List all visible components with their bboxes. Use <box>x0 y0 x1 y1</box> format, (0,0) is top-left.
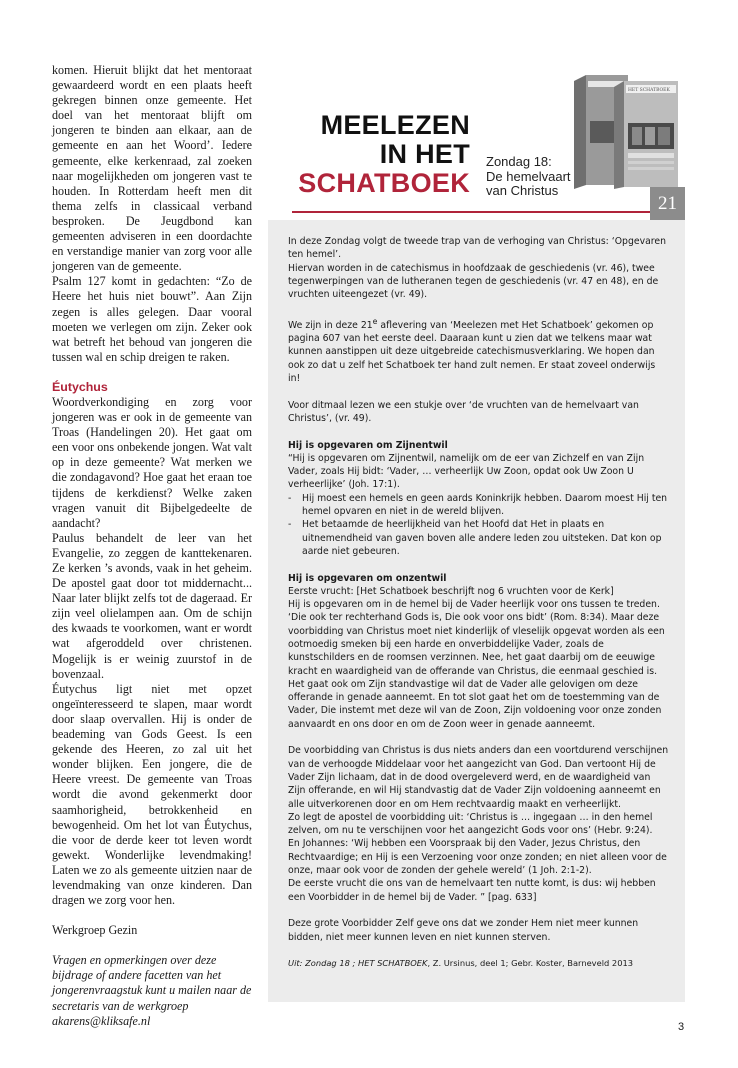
title-rule <box>292 211 658 213</box>
paragraph: Psalm 127 komt in gedachten: “Zo de Heere het huis niet bouwt”. Aan Zijn zegen is alles gelegen. Daar vooral moeten we verlegen om zijn. Zeker ook wat betreft het behoud van jongeren die tussen wal en schip dreigen te raken. <box>52 274 252 364</box>
paragraph: Hiervan worden in de catechismus in hoofdzaak de geschiedenis (vr. 46), twee tegenwerpingen van de lutheranen tegen de geschiedenis (vr. 47 en 48), en de vruchten uiteengezet (vr. 49). <box>288 262 659 301</box>
paragraph: Deze grote Voorbidder Zelf geve ons dat we zonder Hem niet meer kunnen bidden, niet meer kunnen leven en niet kunnen sterven. <box>288 918 639 943</box>
paragraph: Woordverkondiging en zorg voor jongeren was er ook in de gemeente van Troas (Handelingen 20). Het gaat om een voor ons onbekende jongen. Wat valt op in deze gemeente? Wat merken we die zondagavond? Hoe gaat het eraan toe tijdens de kerkdienst? Welke zaken vragen vanuit dit Bijbelgedeelte de aandacht? <box>52 394 252 530</box>
closing-note: Vragen en opmerkingen over deze bijdrage of andere facetten van het jongerenvraagstuk kunt u mailen naar de secretaris van de werkgroep akarens@kliksafe.nl <box>52 953 252 1028</box>
paragraph: De voorbidding van Christus is dus niets anders dan een voortdurend verschijnen van de verhoogde Middelaar voor het aangezicht van God. Dan vertoont Hij de Vader Zijn lichaam, dat in de dood overgeleverd werd, en de waardigheid van Zijn offerande, en wil Hij standvastig dat de Vader Zijn voldoening aanneemt en alle uitverkorenen door en om Hem rechtvaardig maakt en verheerlijkt. <box>288 745 669 810</box>
bullet-dash: - <box>288 519 292 531</box>
title-line-accent: SCHATBOEK <box>298 168 470 198</box>
book-spine-text: HET SCHATBOEK <box>628 88 670 93</box>
bullet-item <box>288 492 670 519</box>
schatboek-panel <box>268 63 685 1002</box>
title-line: IN HET <box>379 139 470 169</box>
paragraph: En Johannes: ‘Wij hebben een Voorspraak bij den Vader, Jezus Christus, den Rechtvaardige; en Hij is een Verzoening voor onze zonden; en niet alleen voor de onze, maar ook voor de zonden der gehele wereld’ (1 Joh. 2:1-2). <box>288 838 667 877</box>
bullet-text: Hij moest een hemels en geen aards Koninkrijk hebben. Daarom moest Hij ten hemel opvaren en niet in de wereld blijven. <box>302 492 668 518</box>
paragraph: Voor ditmaal lezen we een stukje over ‘de vruchten van de hemelvaart van Christus’, (vr. 49). <box>288 399 639 424</box>
paragraph: Eerste vrucht: [Het Schatboek beschrijft nog 6 vruchten voor de Kerk] <box>288 585 614 597</box>
left-column <box>52 63 252 1029</box>
paragraph: komen. Hieruit blijkt dat het mentoraat gewaardeerd wordt en een plaats heeft gekregen binnen onze gemeente. Het doel van het mentoraat blijft om jongeren te binden aan elkaar, aan de gemeente en aan het Woord’. Iedere gemeente, elke kerkenraad, zal zoeken naar mogelijkheden om jongeren vast te houden. In Rotterdam heeft men dit thema zelfs in classicaal verband besproken. De Jeugdbond kan gemeenten adviseren in een doordachte en verstandige manier van zorg voor alle jongeren van de gemeente. <box>52 63 252 274</box>
text-run: We zijn in deze 21 <box>288 319 373 331</box>
panel-heading: Hij is opgevaren om Zijnentwil <box>288 439 448 451</box>
panel-body <box>288 235 670 970</box>
panel-heading: Hij is opgevaren om onzentwil <box>288 572 447 584</box>
paragraph: Paulus behandelt de leer van het Evangelie, zo zeggen de kanttekenaren. Ze kerken ’s avonds, vaak in het geheim. De apostel gaat door tot middernacht... Naar later blijkt zelfs tot de dageraad. Er zijn veel olielampen aan. Om de schijn des kwaads te voorkomen, want er wordt wat afgeroddeld over christenen. Mogelijk is er weinig zuurstof in de bovenzaal. <box>52 530 252 681</box>
title-line: MEELEZEN <box>320 110 470 140</box>
source-details: , Z. Ursinus, deel 1; Gebr. Koster, Barneveld 2013 <box>427 958 634 969</box>
text-run: aflevering van ‘Meelezen met Het Schatboek’ gekomen op pagina 607 van het eerste deel. Daaraan kunt u zien dat we telkens maar wat kunnen aanstippen uit deze uitgebreide catechismusverklaring. We hopen dan ook zo dat u zelf het Schatboek ter hand zult nemen. Er staat zoveel onderwijs in! <box>288 319 656 385</box>
subtitle-line: De hemelvaart <box>486 168 571 184</box>
paragraph: Hij is opgevaren om in de hemel bij de Vader heerlijk voor ons tussen te treden. ‘Die ook ter rechterhand Gods is, Die ook voor ons bidt’ (Rom. 8:34). Maar deze voorbidding van Christus moet niet kinderlijk of vleselijk opgevat worden als een ootmoedig smeken bij een harde en onverbiddelijke Vader, zoals de kunstschilders en de roomsen verzinnen. Nee, het gaat daarbij om de eeuwige kracht en waardigheid van de offerande van Christus, die eenmaal geschied is. Het gaat ook om Zijn standvastige wil dat de Vader alle gelovigen om deze offerande in genade aanneemt. En tot slot gaat het om de toestemming van de Vader, Die instemt met deze wil van de Zoon, Zijn voldoening voor onze zonden aanvaardt en ons door en om de Zoon weer in genade aanneemt. <box>288 599 665 730</box>
masthead-subtitle <box>486 155 571 199</box>
bullet-text: Het betaamde de heerlijkheid van het Hoofd dat Het in plaats en uitnemendheid van gaven boven alle andere leden zou uitsteken. Dat kon op aarde niet gebeuren. <box>302 519 662 557</box>
source-title: Uit: Zondag 18 ; HET SCHATBOEK <box>288 958 428 969</box>
issue-number-badge: 21 <box>650 187 685 220</box>
superscript: e <box>372 316 378 326</box>
section-heading: Éutychus <box>52 379 108 394</box>
paragraph <box>288 315 670 386</box>
masthead-title <box>298 111 470 198</box>
paragraph: “Hij is opgevaren om Zijnentwil, namelijk om de eer van Zichzelf en van Zijn Vader, zoals Hij bidt: ‘Vader, … verheerlijk Uw Zoon, opdat ook Uw Zoon U verheerlijke’ (Joh. 17:1). <box>288 452 645 491</box>
paragraph: De eerste vrucht die ons van de hemelvaart ten nutte komt, is dus: wij hebben een Voorbidder in de hemel bij de Vader. ” [pag. 633] <box>288 878 656 903</box>
signature: Werkgroep Gezin <box>52 923 138 938</box>
source-citation <box>288 957 670 970</box>
page-number: 3 <box>678 1021 685 1033</box>
bullet-item <box>288 518 670 558</box>
paragraph: In deze Zondag volgt de tweede trap van de verhoging van Christus: ‘Opgevaren ten hemel’. <box>288 236 666 261</box>
bullet-dash: - <box>288 492 292 504</box>
book-illustration <box>568 71 680 189</box>
subtitle-line: Zondag 18: <box>486 154 552 169</box>
paragraph: Zo legt de apostel de voorbidding uit: ‘Christus is … ingegaan … in den hemel zelven, om nu te verschijnen voor het aangezicht Gods voor ons’ (Hebr. 9:24). <box>288 811 653 837</box>
masthead <box>268 63 685 220</box>
paragraph: Éutychus ligt niet met opzet ongeïnteresseerd te slapen, maar wordt door slaap overvallen. Hij is onder de beademing van Gods Geest. Is een gekende des Heeren, zo zal uit het wonder blijken. Een jongere, die de Heere vreest. De gemeente van Troas wordt die avond gekenmerkt door saamhorigheid, betrokkenheid en bewogenheid. Om het lot van Éutychus, die voor de derde keer tot leven wordt gewekt. Wonderlijke levendmaking! Laten we zo als gemeente uitzien naar de levendmaking van onze kinderen. Dan dragen we zorg voor hen. <box>52 681 252 908</box>
subtitle-line: van Christus <box>486 183 559 198</box>
